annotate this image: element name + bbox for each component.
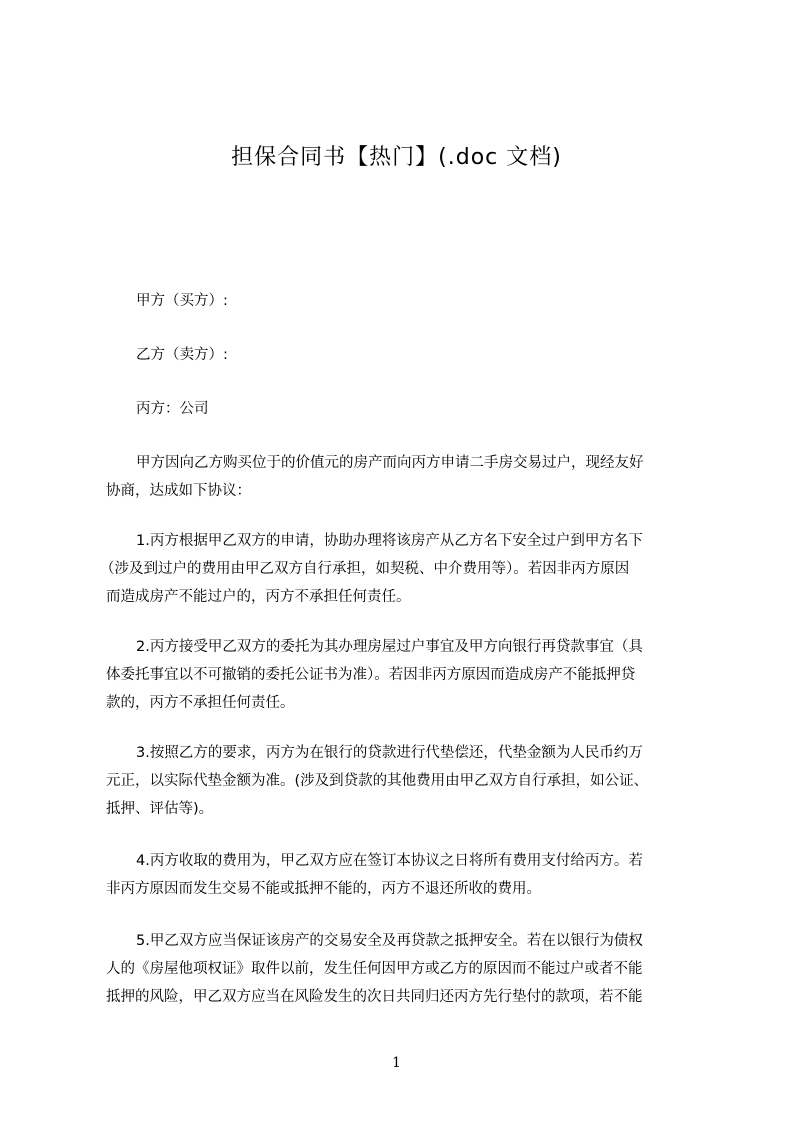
clause-4-line-1: 4.丙方收取的费用为，甲乙双方应在签订本协议之日将所有费用支付给丙方。若 <box>136 853 643 869</box>
clause-3-line-3: 抵押、评估等)。 <box>106 801 214 817</box>
clause-4-line-2: 非丙方原因而发生交易不能或抵押不能的，丙方不退还所收的费用。 <box>106 881 541 897</box>
clause-1-line-2: （涉及到过户的费用由甲乙双方自行承担，如契税、中介费用等）。若因非丙方原因 <box>100 561 630 577</box>
party-c-label: 丙方：公司 <box>136 401 209 417</box>
clause-3-line-1: 3.按照乙方的要求，丙方为在银行的贷款进行代垫偿还，代垫金额为人民币约万 <box>136 745 643 761</box>
clause-2-line-2: 体委托事宜以不可撤销的委托公证书为准）。若因非丙方原因而造成房产不能抵押贷 <box>106 667 636 683</box>
clause-2-line-1: 2.丙方接受甲乙双方的委托为其办理房屋过户事宜及甲方向银行再贷款事宜（具 <box>136 639 643 655</box>
clause-2-line-3: 款的，丙方不承担任何责任。 <box>106 695 295 711</box>
clause-1-line-1: 1.丙方根据甲乙双方的申请，协助办理将该房产从乙方名下安全过户到甲方名下 <box>136 533 643 549</box>
clause-5-line-1: 5.甲乙双方应当保证该房产的交易安全及再贷款之抵押安全。若在以银行为债权 <box>136 933 643 949</box>
page-number: 1 <box>392 1055 401 1071</box>
document-title: 担保合同书【热门】(.doc 文档) <box>231 145 562 170</box>
intro-line-1: 甲方因向乙方购买位于的价值元的房产而向丙方申请二手房交易过户，现经友好 <box>136 455 644 471</box>
party-a-label: 甲方（买方）: <box>136 293 228 309</box>
clause-5-line-2: 人的《房屋他项权证》取件以前，发生任何因甲方或乙方的原因而不能过户或者不能 <box>106 961 643 977</box>
clause-1-line-3: 而造成房产不能过户的，丙方不承担任何责任。 <box>106 589 411 605</box>
clause-3-line-2: 元正，以实际代垫金额为准。(涉及到贷款的其他费用由甲乙双方自行承担，如公证、 <box>106 773 649 789</box>
intro-line-2: 协商，达成如下协议： <box>106 483 251 499</box>
clause-5-line-3: 抵押的风险，甲乙双方应当在风险发生的次日共同归还丙方先行垫付的款项，若不能 <box>106 989 643 1005</box>
party-b-label: 乙方（卖方）: <box>136 347 228 363</box>
